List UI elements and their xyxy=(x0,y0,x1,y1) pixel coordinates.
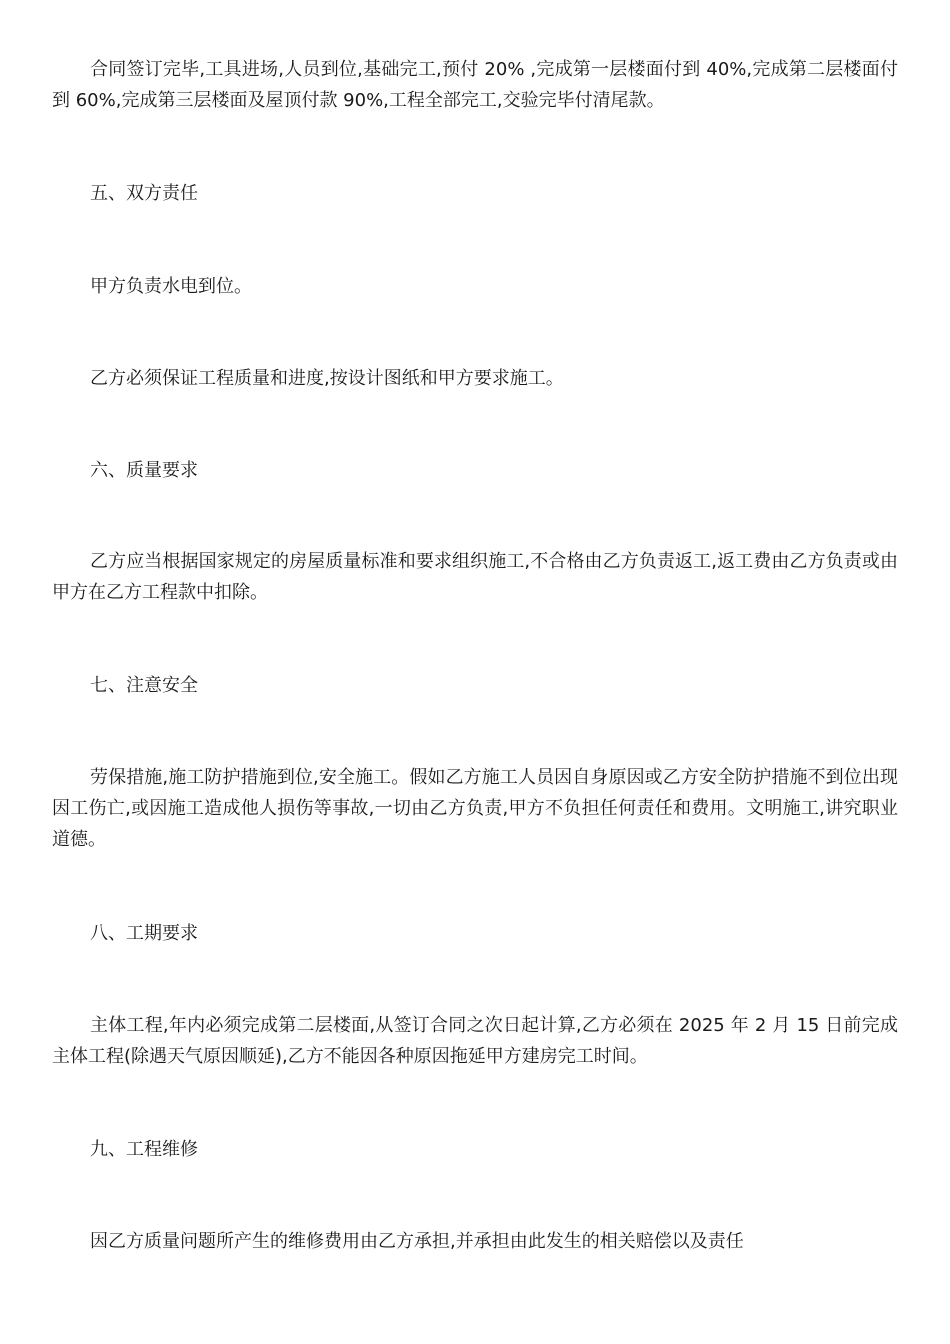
paragraph-schedule-terms: 主体工程,年内必须完成第二层楼面,从签订合同之次日起计算,乙方必须在 2025 年 2 月 15 日前完成主体工程(除遇天气原因顺延),乙方不能因各种原因拖延甲方建房完工时间。 xyxy=(52,1015,898,1067)
paragraph-payment-schedule: 合同签订完毕,工具进场,人员到位,基础完工,预付 20% ,完成第一层楼面付到 40%,完成第二层楼面付到 60%,完成第三层楼面及屋顶付款 90%,工程全部完工,交验完毕付清尾款。 xyxy=(52,59,898,111)
heading-quality-requirements: 六、质量要求 xyxy=(90,460,198,481)
paragraph-safety-terms: 劳保措施,施工防护措施到位,安全施工。假如乙方施工人员因自身原因或乙方安全防护措施不到位出现因工伤亡,或因施工造成他人损伤等事故,一切由乙方负责,甲方不负担任何责任和费用。文明施工,讲究职业道德。 xyxy=(52,767,898,850)
heading-schedule-requirements: 八、工期要求 xyxy=(90,923,198,944)
heading-safety: 七、注意安全 xyxy=(90,675,198,696)
paragraph-party-a-duty: 甲方负责水电到位。 xyxy=(90,276,252,297)
paragraph-party-b-duty: 乙方必须保证工程质量和进度,按设计图纸和甲方要求施工。 xyxy=(90,368,564,389)
paragraph-quality-standard: 乙方应当根据国家规定的房屋质量标准和要求组织施工,不合格由乙方负责返工,返工费由乙方负责或由甲方在乙方工程款中扣除。 xyxy=(52,551,898,603)
heading-maintenance: 九、工程维修 xyxy=(90,1139,198,1160)
heading-mutual-responsibility: 五、双方责任 xyxy=(90,183,198,204)
paragraph-maintenance-terms: 因乙方质量问题所产生的维修费用由乙方承担,并承担由此发生的相关赔偿以及责任 xyxy=(90,1231,744,1252)
